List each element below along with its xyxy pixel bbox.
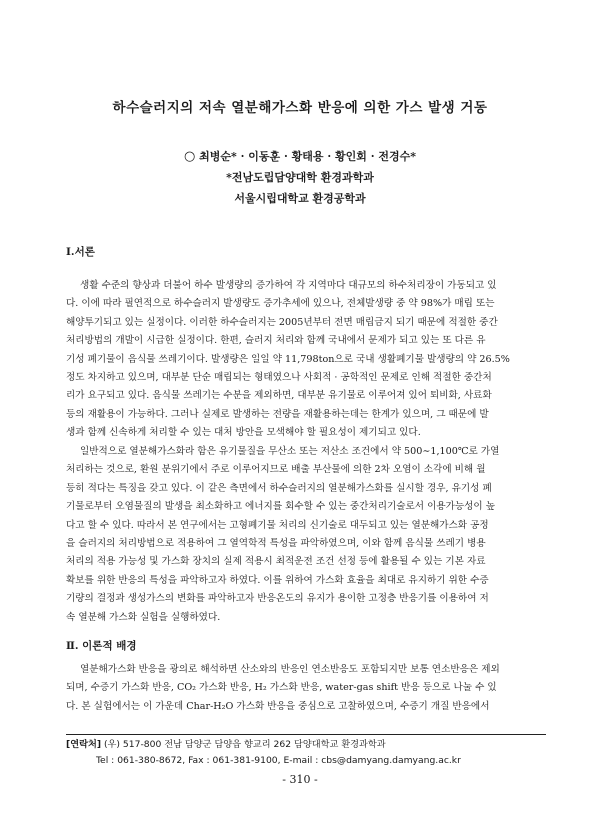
author-block: [0, 146, 600, 209]
text-line: 되며, 수증기 가스화 반응, CO₂ 가스화 반응, H₂ 가스화 반응, water-gas shift 반응 등으로 나눌 수 있: [66, 682, 497, 694]
contact-address: (우) 517-800 전남 담양군 담양읍 향교리 262 담양대학교 환경과학과: [103, 739, 386, 750]
text-line: 리가 요구되고 있다. 음식물 쓰레기는 수분을 제외하면, 대부분 유기물로 이루어져 있어 퇴비화, 사료화: [66, 390, 492, 402]
section-heading-theory: Ⅱ. 이론적 배경: [66, 640, 137, 652]
text-line: 정도 차지하고 있으며, 대부분 단순 매립되는 형태였으나 사회적 · 공학적인 문제로 인해 적절한 중간처: [66, 372, 492, 384]
section-heading-introduction: Ⅰ.서론: [66, 246, 95, 258]
text-line: 기물로부터 오염물질의 발생을 최소화하고 에너지를 회수할 수 있는 중간처리기술로서 이용가능성이 높: [66, 501, 495, 513]
author-line: [0, 146, 600, 167]
theory-paragraph-1: [66, 661, 542, 716]
text-line: 속 열분해 가스화 실험을 실행하였다.: [66, 611, 221, 623]
contact-address-line: [66, 737, 461, 753]
author-names: 최병순* · 이동훈 · 황태용 · 황인회 · 전경수*: [199, 150, 417, 163]
text-line: 기성 폐기물이 음식물 쓰레기이다. 발생량은 일일 약 11,798ton으로 국내 생활폐기물 발생량의 약 26.5%: [66, 353, 510, 365]
footer-divider: [66, 734, 546, 735]
text-line: 처리방법의 개발이 시급한 실정이다. 한편, 슬러지 처리와 함께 국내에서 문제가 되고 있는 또 다른 유: [66, 335, 486, 347]
text-line: 생과 함께 신속하게 처리할 수 있는 대처 방안을 모색해야 할 필요성이 제기되고 있다.: [66, 427, 421, 439]
contact-phone-email: Tel : 061-380-8672, Fax : 061-381-9100, E-mail : cbs@damyang.damyang.ac.kr: [96, 755, 461, 766]
intro-paragraph-1: [66, 277, 542, 443]
text-line: 다. 이에 따라 필연적으로 하수슬러지 발생량도 증가추세에 있으나, 전체발생량 중 약 98%가 매립 또는: [66, 298, 495, 310]
text-line: 을 슬러지의 처리방법으로 적용하여 그 열역학적 특성을 파악하였으며, 이와 함께 음식물 쓰레기 병용: [66, 538, 486, 550]
text-line: 처리하는 것으로, 환원 분위기에서 주로 이루어지므로 배출 부산물에 의한 2차 오염이 소각에 비해 월: [66, 464, 486, 476]
text-line: 생활 수준의 향상과 더불어 하수 발생량의 증가하여 각 지역마다 대규모의 하수처리장이 가동되고 있: [80, 280, 497, 291]
text-line: 다고 할 수 있다. 따라서 본 연구에서는 고형폐기물 처리의 신기술로 대두되고 있는 열분해가스화 공정: [66, 519, 489, 531]
text-line: 다. 본 실험에서는 이 가운데 Char-H₂O 가스화 반응을 중심으로 고찰하였으며, 수증기 개질 반응에서: [66, 700, 490, 712]
affiliation-2: 서울시립대학교 환경공학과: [234, 192, 366, 205]
paper-title: 하수슬러지의 저속 열분해가스화 반응에 의한 가스 발생 거동: [112, 100, 488, 116]
page-number: - 310 -: [282, 773, 318, 786]
text-line: 열분해가스화 반응을 광의로 해석하면 산소와의 반응인 연소반응도 포함되지만 보통 연소반응은 제외: [80, 664, 500, 675]
contact-footer: [66, 737, 461, 769]
text-line: 확보를 위한 반응의 특성을 파악하고자 하였다. 이를 위하여 가스화 효율을 최대로 유지하기 위한 수증: [66, 574, 489, 586]
text-line: 등히 적다는 특징을 갖고 있다. 이 같은 측면에서 하수슬러지의 열분해가스화를 실시할 경우, 유기성 폐: [66, 482, 492, 494]
affiliation-1: *전남도립담양대학 환경과학과: [226, 171, 374, 184]
intro-paragraph-2: [66, 443, 542, 627]
text-line: 등의 재활용이 가능하다. 그러나 실제로 발생하는 전량을 재활용하는데는 한계가 있으며, 그 때문에 발: [66, 408, 489, 420]
contact-label: [연락처]: [66, 739, 102, 750]
text-line: 처리의 적용 가능성 및 가스화 장치의 실제 적용시 최적운전 조건 선정 등에 활용될 수 있는 기본 자료: [66, 556, 486, 568]
text-line: 해양투기되고 있는 실정이다. 이러한 하수슬러지는 2005년부터 전면 매립금지 되기 때문에 적절한 중간: [66, 316, 498, 328]
text-line: 기량의 결정과 생성가스의 변화를 파악하고자 반응온도의 유지가 용이한 고정층 반응기를 이용하여 저: [66, 593, 489, 605]
text-line: 일반적으로 열분해가스화라 함은 유기물질을 무산소 또는 저산소 조건에서 약 500∼1,100℃로 가열: [80, 446, 500, 457]
presenter-marker: ○: [183, 149, 196, 164]
